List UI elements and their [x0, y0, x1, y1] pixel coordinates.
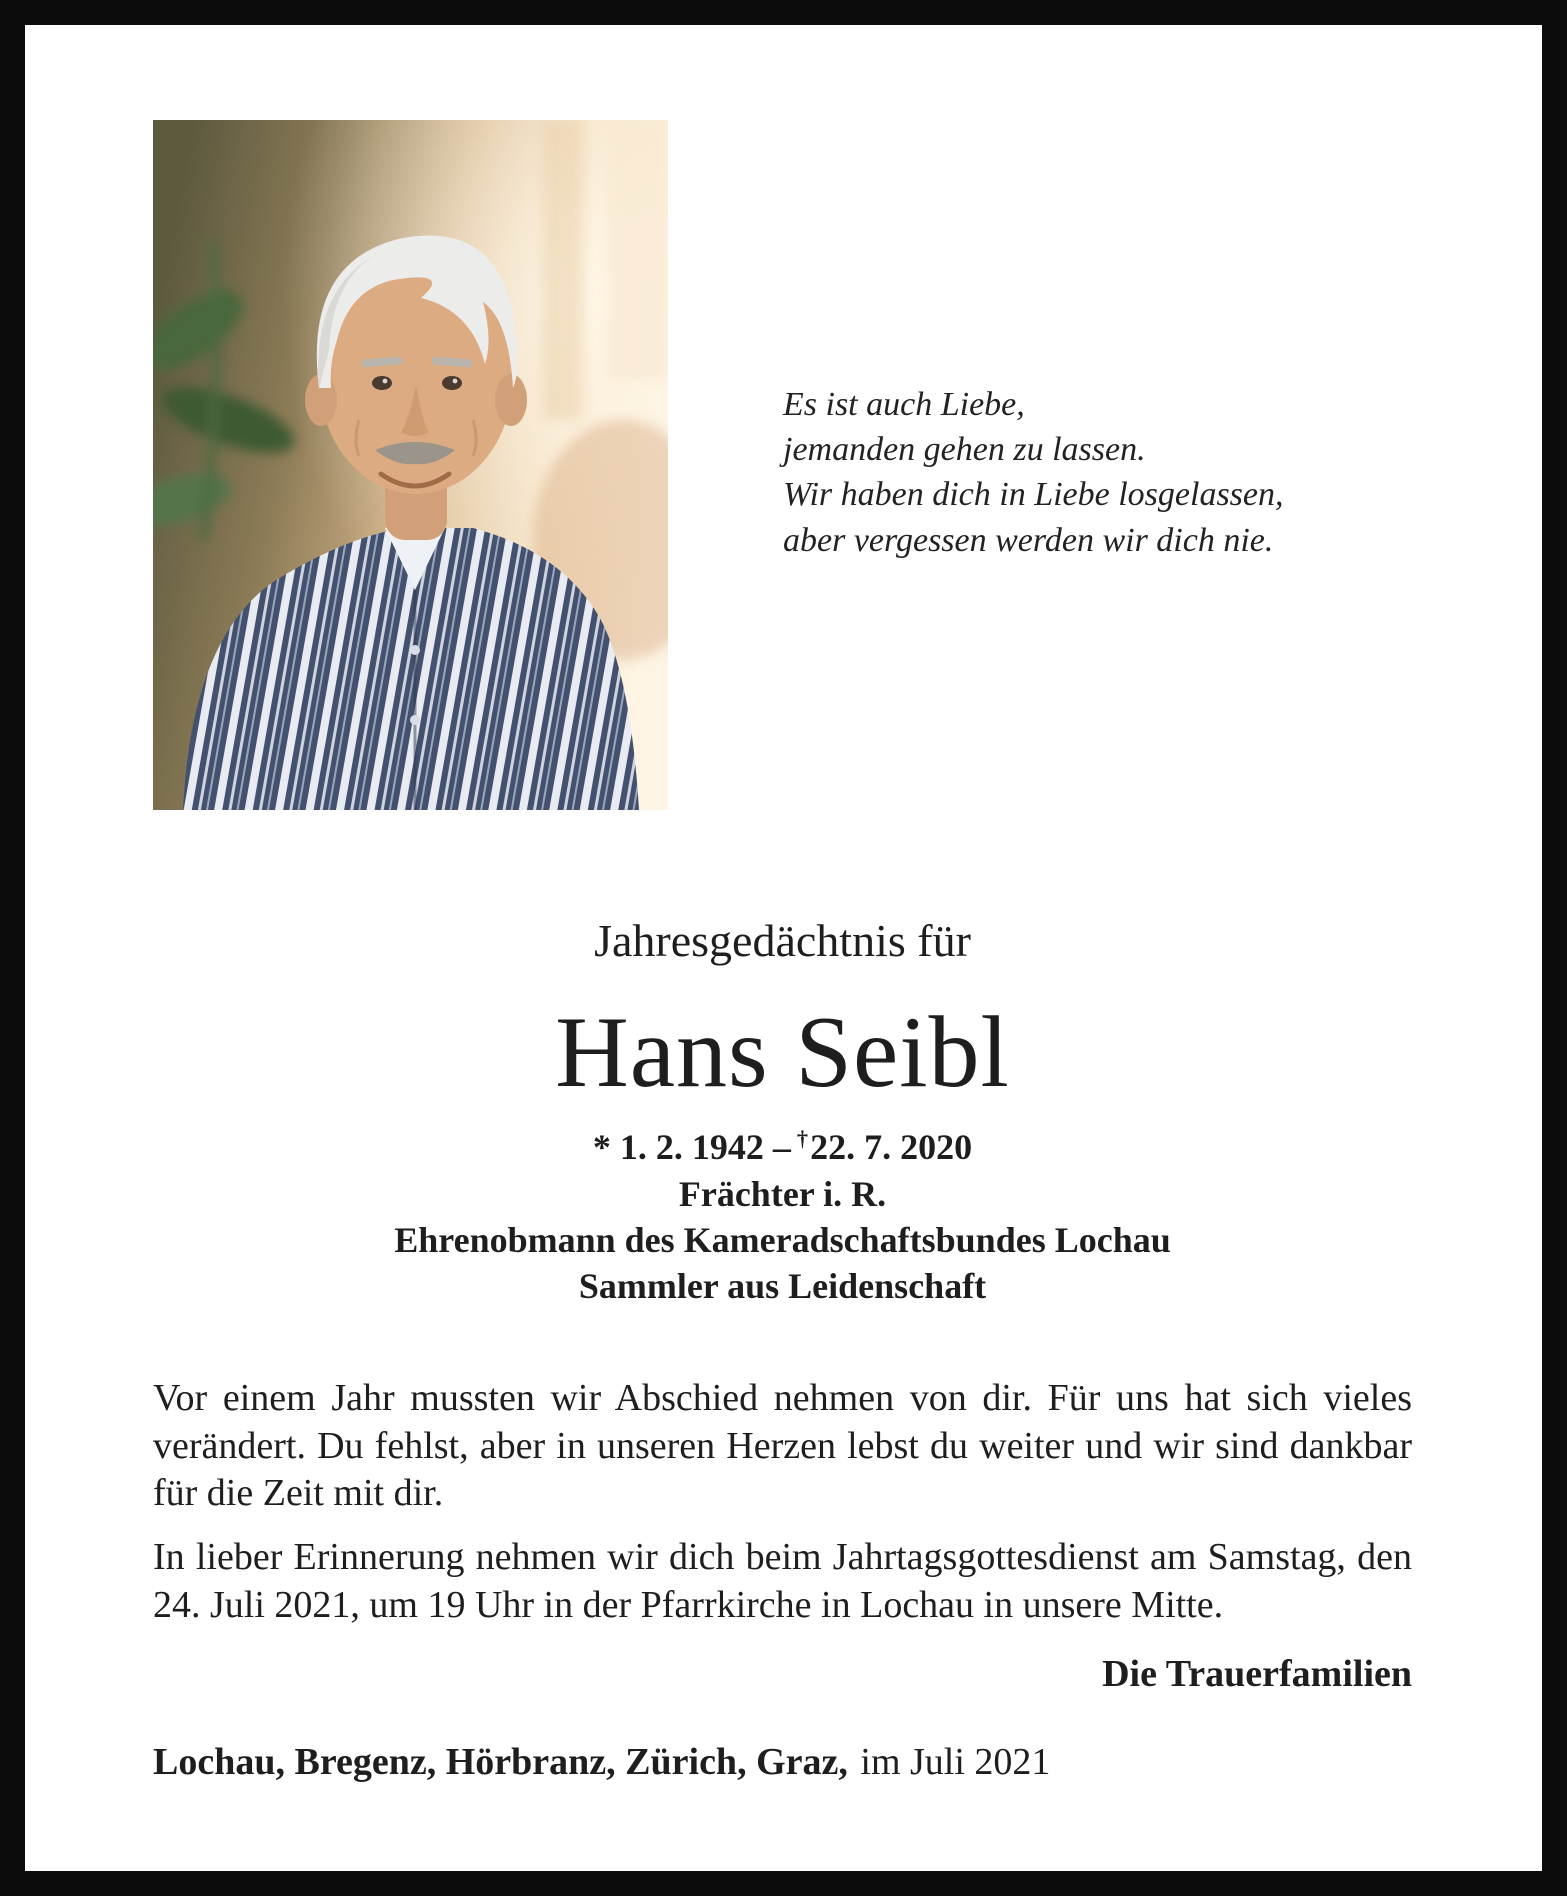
- role-honorary: Ehrenobmann des Kameradschaftsbundes Lochau: [394, 1219, 1171, 1260]
- dagger-symbol: †: [796, 1126, 809, 1152]
- birth-date: * 1. 2. 1942 –: [592, 1127, 791, 1168]
- footer-date: im Juli 2021: [860, 1741, 1051, 1784]
- quote-line-4: aber vergessen werden wir dich nie.: [783, 521, 1274, 559]
- photo-quote-row: [153, 120, 1412, 810]
- quote-line-2: jemanden gehen zu lassen.: [783, 431, 1146, 469]
- portrait-photo: [153, 120, 668, 810]
- paragraph-service-invitation: In lieber Erinnerung nehmen wir dich beim Jahrtagsgottesdienst am Samstag, den 24. Juli 2021, um 19 Uhr in der Pfarrkirche in Lochau in unsere Mitte.: [153, 1536, 1412, 1627]
- signature-families: Die Trauerfamilien: [1102, 1653, 1412, 1696]
- deceased-name: Hans Seibl: [555, 996, 1010, 1110]
- footer-line: [153, 1740, 1412, 1784]
- paragraph-remembrance: Vor einem Jahr mussten wir Abschied nehmen von dir. Für uns hat sich vieles verändert. Du fehlst, aber in unseren Herzen lebst du weiter und wir sind dankbar für die Zeit mit dir.: [153, 1376, 1412, 1515]
- role-profession: Frächter i. R.: [678, 1173, 887, 1214]
- life-dates: [153, 1124, 1412, 1170]
- portrait-illustration: [153, 120, 668, 810]
- memorial-text: [153, 1375, 1412, 1630]
- quote-line-3: Wir haben dich in Liebe losgelassen,: [783, 476, 1284, 514]
- memorial-quote: [783, 382, 1284, 563]
- roles-block: [153, 1171, 1412, 1309]
- role-collector: Sammler aus Leidenschaft: [578, 1265, 987, 1306]
- footer-places: Lochau, Bregenz, Hörbranz, Zürich, Graz,: [153, 1741, 848, 1784]
- pretitle: Jahresgedächtnis für: [594, 915, 971, 966]
- obituary-sheet: [25, 25, 1542, 1871]
- death-date: 22. 7. 2020: [810, 1127, 973, 1168]
- quote-line-1: Es ist auch Liebe,: [783, 386, 1025, 423]
